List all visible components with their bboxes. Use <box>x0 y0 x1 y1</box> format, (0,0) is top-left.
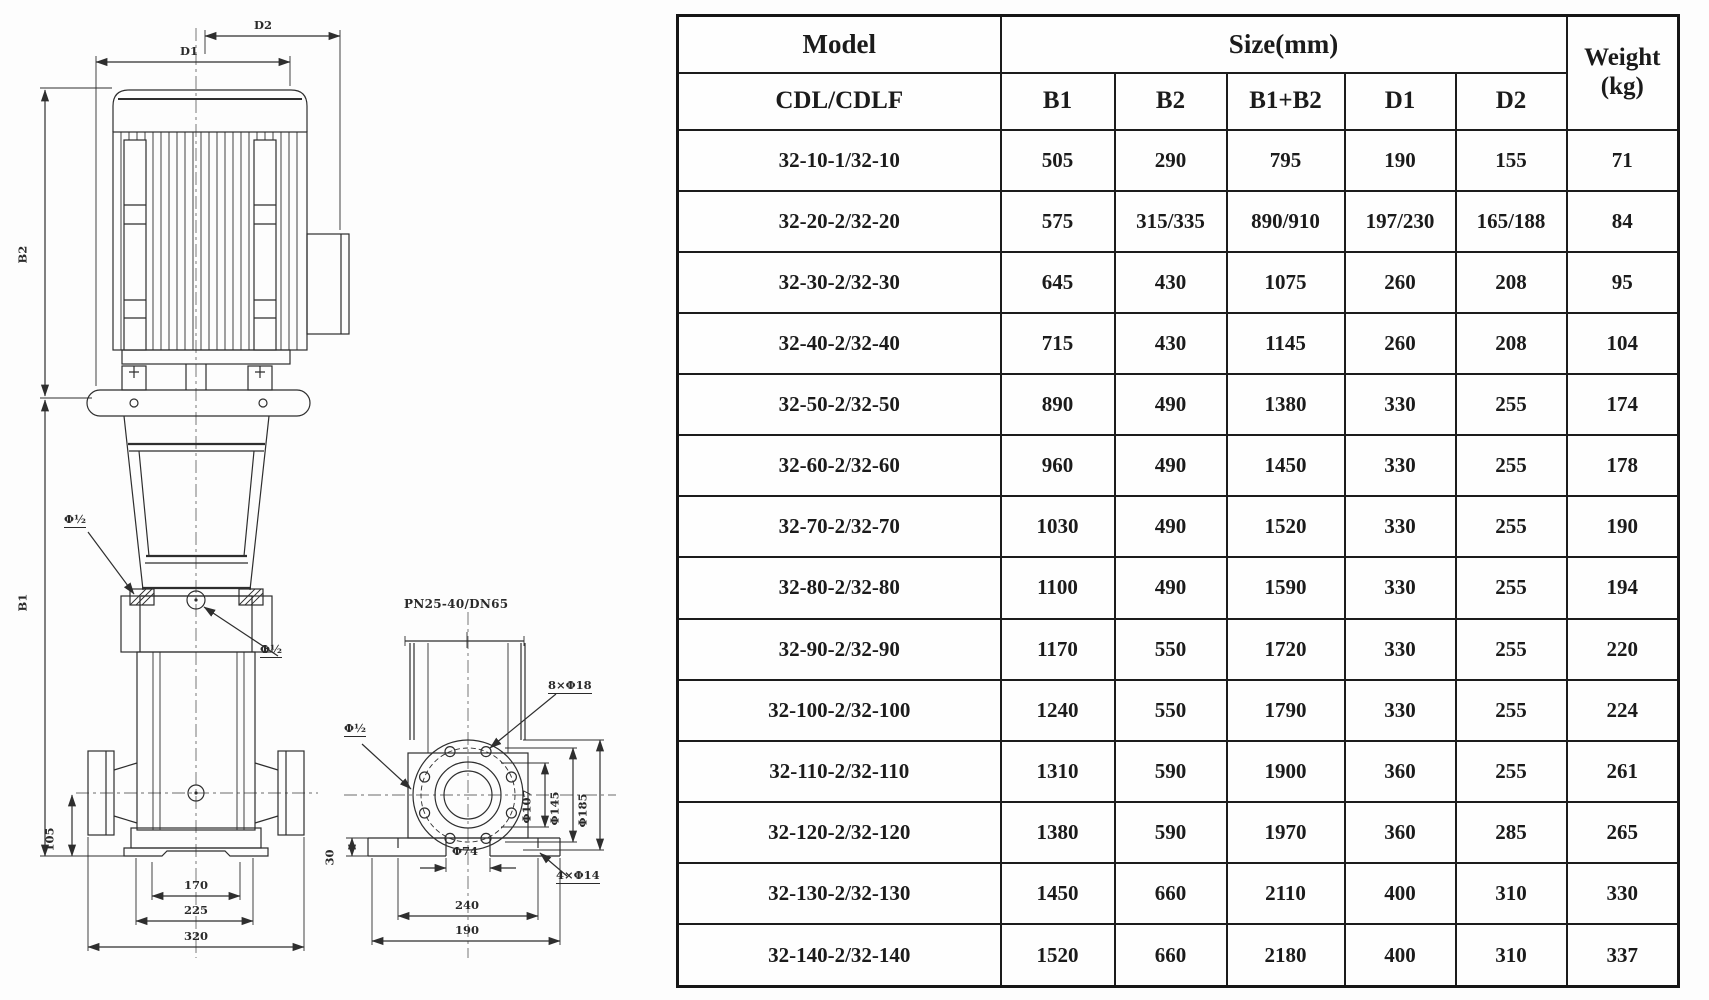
cell-b1: 715 <box>1001 313 1115 374</box>
cell-d1: 360 <box>1345 802 1456 863</box>
cell-b2: 490 <box>1115 374 1227 435</box>
front-view <box>40 28 349 958</box>
table-row <box>678 191 1679 252</box>
weight-label-line1: Weight <box>1584 44 1661 71</box>
cell-b1b2: 1075 <box>1227 252 1345 313</box>
cell-b1: 1520 <box>1001 924 1115 986</box>
cell-b2: 550 <box>1115 619 1227 680</box>
cell-d1: 260 <box>1345 252 1456 313</box>
cell-wt: 337 <box>1567 924 1679 986</box>
table-row <box>678 374 1679 435</box>
cell-b1: 1170 <box>1001 619 1115 680</box>
cell-b1: 1450 <box>1001 863 1115 924</box>
table-row <box>678 619 1679 680</box>
cell-d2: 310 <box>1456 924 1567 986</box>
cell-model: 32-120-2/32-120 <box>678 802 1001 863</box>
cell-wt: 194 <box>1567 557 1679 618</box>
cell-d2: 208 <box>1456 313 1567 374</box>
cell-b1b2: 1145 <box>1227 313 1345 374</box>
cell-d1: 400 <box>1345 924 1456 986</box>
cell-b1b2: 1450 <box>1227 435 1345 496</box>
cell-b1: 1030 <box>1001 496 1115 557</box>
cell-b1: 1380 <box>1001 802 1115 863</box>
cell-model: 32-40-2/32-40 <box>678 313 1001 374</box>
motor-cap <box>113 90 307 132</box>
table-row <box>678 435 1679 496</box>
col-header-d1: D1 <box>1345 73 1456 130</box>
dim-label-225: 225 <box>184 903 209 917</box>
table-row <box>678 802 1679 863</box>
cell-d1: 197/230 <box>1345 191 1456 252</box>
cell-b2: 290 <box>1115 130 1227 191</box>
cell-b1: 575 <box>1001 191 1115 252</box>
cell-b1: 1240 <box>1001 680 1115 741</box>
table-body <box>678 130 1679 987</box>
header-row-2 <box>678 73 1679 130</box>
cell-b2: 315/335 <box>1115 191 1227 252</box>
cell-d2: 255 <box>1456 741 1567 802</box>
dim-label-170: 170 <box>184 878 209 892</box>
cell-d2: 155 <box>1456 130 1567 191</box>
table-row <box>678 496 1679 557</box>
cell-model: 32-70-2/32-70 <box>678 496 1001 557</box>
cell-b2: 660 <box>1115 863 1227 924</box>
col-header-d2: D2 <box>1456 73 1567 130</box>
col-header-weight <box>1567 16 1679 130</box>
cell-model: 32-130-2/32-130 <box>678 863 1001 924</box>
cell-model: 32-90-2/32-90 <box>678 619 1001 680</box>
vent-plug-label: Φ½ <box>64 512 87 526</box>
cell-d1: 330 <box>1345 374 1456 435</box>
dia-185-label: Φ185 <box>575 793 590 828</box>
cell-b2: 490 <box>1115 435 1227 496</box>
weight-label-line2: (kg) <box>1600 72 1644 100</box>
drain-plug-label: Φ½ <box>260 642 283 656</box>
cell-d2: 255 <box>1456 496 1567 557</box>
cell-b1b2: 1590 <box>1227 557 1345 618</box>
col-header-b2: B2 <box>1115 73 1227 130</box>
dim-label-30: 30 <box>322 849 337 866</box>
cell-model: 32-30-2/32-30 <box>678 252 1001 313</box>
cell-wt: 174 <box>1567 374 1679 435</box>
cell-d1: 360 <box>1345 741 1456 802</box>
table-row <box>678 313 1679 374</box>
col-header-model: Model <box>678 16 1001 73</box>
motor-stool-flange <box>87 390 310 416</box>
cell-d2: 208 <box>1456 252 1567 313</box>
cell-b1b2: 795 <box>1227 130 1345 191</box>
cell-d2: 285 <box>1456 802 1567 863</box>
cell-wt: 104 <box>1567 313 1679 374</box>
cell-b2: 490 <box>1115 557 1227 618</box>
base-holes-label: 4×Φ14 <box>556 868 600 882</box>
cell-b1: 1100 <box>1001 557 1115 618</box>
side-plug-label: Φ½ <box>344 721 367 735</box>
table-row <box>678 252 1679 313</box>
cell-b1: 1310 <box>1001 741 1115 802</box>
cell-b2: 590 <box>1115 741 1227 802</box>
cell-model: 32-110-2/32-110 <box>678 741 1001 802</box>
cell-wt: 261 <box>1567 741 1679 802</box>
dim-label-b1: B1 <box>15 593 30 612</box>
col-header-size-group: Size(mm) <box>1001 16 1567 73</box>
cell-d2: 255 <box>1456 435 1567 496</box>
technical-drawing <box>0 0 660 1000</box>
cell-wt: 220 <box>1567 619 1679 680</box>
cell-b1: 890 <box>1001 374 1115 435</box>
cell-model: 32-20-2/32-20 <box>678 191 1001 252</box>
cell-model: 32-80-2/32-80 <box>678 557 1001 618</box>
cell-d1: 260 <box>1345 313 1456 374</box>
dim-label-105: 105 <box>42 827 57 852</box>
cell-b1b2: 890/910 <box>1227 191 1345 252</box>
cell-d2: 255 <box>1456 680 1567 741</box>
cell-wt: 178 <box>1567 435 1679 496</box>
bolt-holes-label: 8×Φ18 <box>548 678 592 692</box>
dim-label-d2: D2 <box>254 18 272 32</box>
cell-d2: 255 <box>1456 374 1567 435</box>
dimension-table <box>676 14 1680 988</box>
cell-d1: 400 <box>1345 863 1456 924</box>
col-header-b1: B1 <box>1001 73 1115 130</box>
dim-label-190: 190 <box>455 923 480 937</box>
cell-b2: 550 <box>1115 680 1227 741</box>
table-row <box>678 863 1679 924</box>
cell-b1: 960 <box>1001 435 1115 496</box>
cell-d2: 165/188 <box>1456 191 1567 252</box>
cell-wt: 71 <box>1567 130 1679 191</box>
side-view <box>344 612 616 958</box>
cell-b1b2: 1900 <box>1227 741 1345 802</box>
cell-d1: 330 <box>1345 680 1456 741</box>
cell-d2: 255 <box>1456 557 1567 618</box>
cell-b1: 505 <box>1001 130 1115 191</box>
cell-wt: 330 <box>1567 863 1679 924</box>
cell-model: 32-60-2/32-60 <box>678 435 1001 496</box>
dia-145-label: Φ145 <box>547 791 562 826</box>
cell-b1b2: 2110 <box>1227 863 1345 924</box>
cell-b1b2: 1380 <box>1227 374 1345 435</box>
cell-wt: 95 <box>1567 252 1679 313</box>
table-row <box>678 557 1679 618</box>
table-row <box>678 680 1679 741</box>
dim-label-240: 240 <box>455 898 480 912</box>
cell-b1b2: 1970 <box>1227 802 1345 863</box>
dim-label-d1: D1 <box>180 44 198 58</box>
cell-wt: 224 <box>1567 680 1679 741</box>
table-header <box>678 16 1679 130</box>
table-row <box>678 130 1679 191</box>
col-header-model-sub: CDL/CDLF <box>678 73 1001 130</box>
dia-107-label: Φ107 <box>519 789 534 824</box>
cell-b2: 430 <box>1115 313 1227 374</box>
lantern <box>124 416 269 590</box>
cell-b1: 645 <box>1001 252 1115 313</box>
header-row-1 <box>678 16 1679 73</box>
cell-model: 32-100-2/32-100 <box>678 680 1001 741</box>
cell-b1b2: 1790 <box>1227 680 1345 741</box>
cell-d1: 330 <box>1345 619 1456 680</box>
cell-d1: 330 <box>1345 557 1456 618</box>
cell-d2: 310 <box>1456 863 1567 924</box>
cell-b2: 490 <box>1115 496 1227 557</box>
cell-wt: 265 <box>1567 802 1679 863</box>
dia-74-label: Φ74 <box>452 844 479 858</box>
cell-d1: 330 <box>1345 496 1456 557</box>
dim-label-b2: B2 <box>15 245 30 264</box>
flange-spec-label: PN25-40/DN65 <box>404 597 509 611</box>
dim-label-320: 320 <box>184 929 209 943</box>
table-row <box>678 741 1679 802</box>
cell-model: 32-50-2/32-50 <box>678 374 1001 435</box>
cell-b1b2: 1720 <box>1227 619 1345 680</box>
cell-b2: 430 <box>1115 252 1227 313</box>
cell-b2: 660 <box>1115 924 1227 986</box>
col-header-b1b2: B1+B2 <box>1227 73 1345 130</box>
cell-wt: 190 <box>1567 496 1679 557</box>
cell-model: 32-10-1/32-10 <box>678 130 1001 191</box>
cell-d1: 190 <box>1345 130 1456 191</box>
cell-d2: 255 <box>1456 619 1567 680</box>
cell-b1b2: 2180 <box>1227 924 1345 986</box>
cell-d1: 330 <box>1345 435 1456 496</box>
cell-b1b2: 1520 <box>1227 496 1345 557</box>
cell-model: 32-140-2/32-140 <box>678 924 1001 986</box>
cell-b2: 590 <box>1115 802 1227 863</box>
table-row <box>678 924 1679 986</box>
junction-box <box>307 234 349 334</box>
cell-wt: 84 <box>1567 191 1679 252</box>
